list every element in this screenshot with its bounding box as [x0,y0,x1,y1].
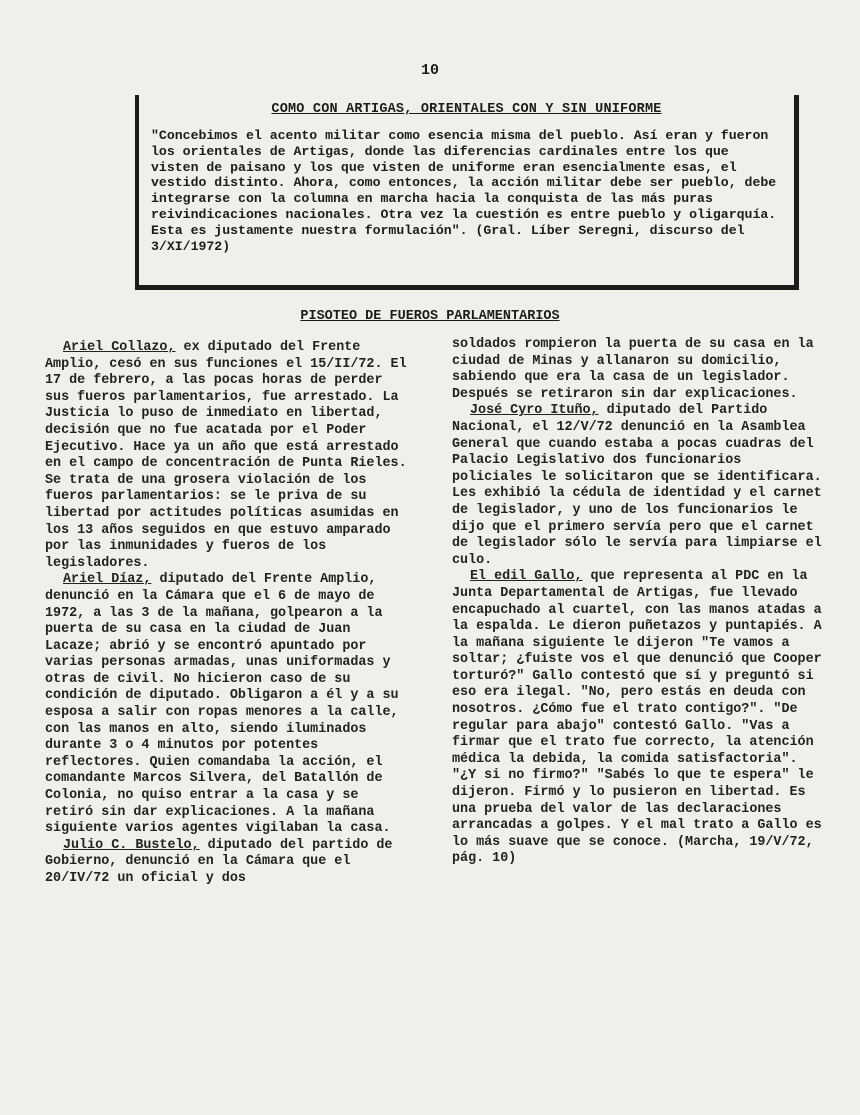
entry-ariel-collazo [45,340,410,572]
entry-jose-cyro-ituno [452,403,822,569]
entry-text: soldados rompieron la puerta de su casa en la ciudad de Minas y allanaron su domicilio, sabiendo que era la casa de un legislador. Después se retiraron sin dar explicaciones. [452,337,814,402]
entry-name: Julio C. Bustelo, [63,837,200,853]
entry-name: Ariel Díaz, [63,572,152,588]
entry-text: diputado del Frente Amplio, denunció en la Cámara que el 6 de mayo de 1972, a las 3 de la mañana, golpearon a la puerta de su casa en la ciudad de Juan Lacaze; abrió y se encontró apuntado por varias personas armadas, unas uniformadas y otras de civil. No hicieron caso de su condición de diputado. Obligaron a él y a su esposa a salir con ropas menores a la calle, con las manos en alto, siendo iluminados durante 3 o 4 minutos por potentes reflectores. Quien comandaba la acción, el comandante Marcos Silvera, del Batallón de Colonia, no quiso entrar a la casa y se retiró sin dar explicaciones. A la mañana siguiente varios agentes vigilaban la casa. [45,572,399,837]
entry-text: diputado del Partido Nacional, el 12/V/72 denunció en la Asamblea General que cuando estaba a pocas cuadras del Palacio Legislativo dos funcionarios policiales le solicitaron que se identificara. Les exhibió la cédula de identidad y el carnet de legislador, y uno de los funcionarios le dijo que el primero servía pero que el carnet de legislador sólo le servía para limpiarse el culo. [452,403,822,568]
entry-name: José Cyro Ituño, [470,403,599,419]
entry-name: Ariel Collazo, [63,340,176,355]
quote-box [135,95,799,290]
entry-continuation [452,337,822,403]
entry-edil-gallo [452,569,822,868]
quote-text: "Concebimos el acento militar como esencia misma del pueblo. Así eran y fueron los orientales de Artigas, donde las diferencias cardinales entre los que visten de paisano y los que visten de uniforme eran esencialmente esas, el vestido distinto. Ahora, como entonces, la acción militar debe ser pueblo, debe integrarse con la columna en marcha hacia la conquista de las más puras reivindicaciones nacionales. Otra vez la cuestión es entre pueblo y oligarquía. Esta es justamente nuestra formulación". (Gral. Líber Seregni, discurso del 3/XI/1972) [151,128,777,254]
left-column [45,340,410,888]
entry-name: El edil Gallo, [470,569,583,585]
section-title: PISOTEO DE FUEROS PARLAMENTARIOS [300,309,560,324]
quote-title: COMO CON ARTIGAS, ORIENTALES CON Y SIN UNIFORME [271,102,662,117]
entry-julio-bustelo [45,838,410,888]
entry-ariel-diaz [45,572,410,838]
entry-text: diputado del partido de Gobierno, denunció en la Cámara que el 20/IV/72 un oficial y dos [45,837,393,886]
right-column [452,337,822,868]
page-number: 10 [420,62,439,79]
entry-text: que representa al PDC en la Junta Departamental de Artigas, fue llevado encapuchado al cuartel, con las manos atadas a la espalda. Le dieron puñetazos y puntapiés. A la mañana siguiente le dijeron "Te vamos a soltar; ¿fuiste vos el que denunció que Cooper torturó?" Gallo contestó que sí y preguntó si eso era ilegal. "No, pero estás en deuda con nosotros. ¿Cómo fue el trato contigo?". "De regular para abajo" contestó Gallo. "Vas a firmar que el trato fue correcto, la atención médica la debida, la comida satisfactoria". "¿Y si no firmo?" "Sabés lo que te espera" le dijeron. Firmó y lo pusieron en libertad. Es una prueba del valor de las declaraciones arrancadas a golpes. Y el mal trato a Gallo es lo más suave que se conoce. (Marcha, 19/V/72, pág. 10) [452,569,822,867]
entry-text: ex diputado del Frente Amplio, cesó en sus funciones el 15/II/72. El 17 de febrero, a las pocas horas de perder sus fueros parlamentarios, fue arrestado. La Justicia lo puso de inmediato en libertad, decisión que no fue acatada por el Poder Ejecutivo. Hace ya un año que está arrestado en el campo de concentración de Punta Rieles. Se trata de una grosera violación de los fueros parlamentarios: se le priva de su libertad por actitudes políticas asumidas en los 13 años seguidos en que estuvo amparado por las inmunidades y fueros de los legisladores. [45,340,407,571]
